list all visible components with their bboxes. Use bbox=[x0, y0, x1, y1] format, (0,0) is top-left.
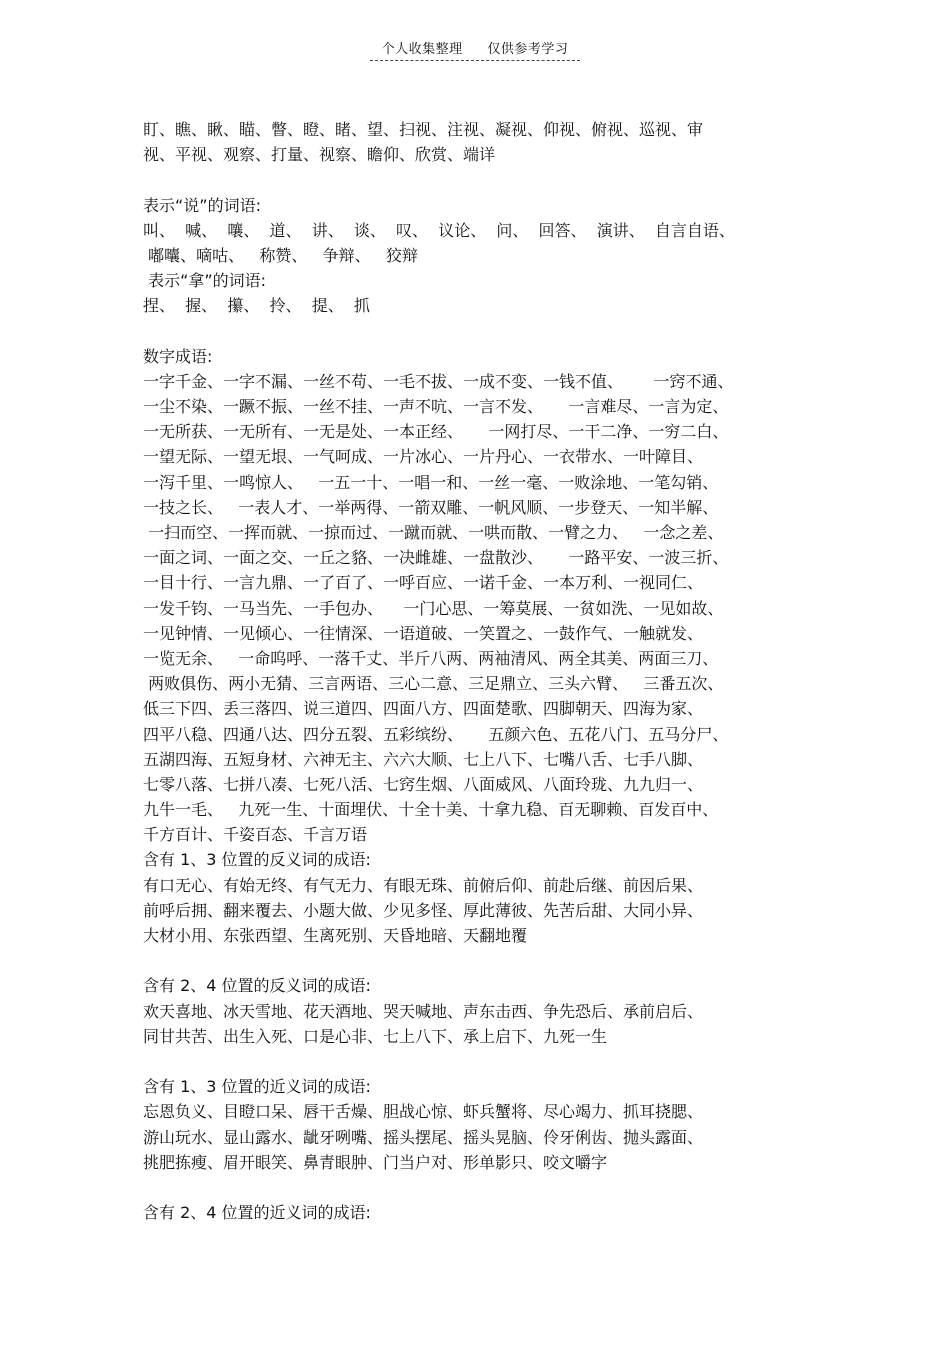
text-line: 挑肥拣瘦、眉开眼笑、鼻青眼肿、门当户对、形单影只、咬文嚼字 bbox=[143, 1152, 608, 1172]
text-line: 表示“拿”的词语: bbox=[143, 271, 267, 291]
blank-line bbox=[143, 948, 823, 973]
text-line: 一尘不染、一蹶不振、一丝不挂、一声不吭、一言不发、 一言难尽、一言为定、 bbox=[143, 397, 729, 417]
text-line: 嘟囔、嘀咕、 称赞、 争辩、 狡辩 bbox=[143, 245, 418, 265]
text-line: 盯、瞧、瞅、瞄、瞥、瞪、睹、望、扫视、注视、凝视、仰视、俯视、巡视、审 bbox=[143, 120, 704, 139]
text-line: 欢天喜地、冰天雪地、花天酒地、哭天喊地、声东击西、争先恐后、承前启后、 bbox=[143, 1001, 704, 1021]
text-line: 一扫而空、一挥而就、一掠而过、一蹴而就、一哄而散、一臂之力、 一念之差、 bbox=[143, 523, 724, 542]
text-line: 数字成语: bbox=[143, 346, 213, 366]
text-line: 含有 1、3 位置的反义词的成语: bbox=[143, 850, 371, 870]
text-line: 捏、 握、 攥、 拎、 提、 抓 bbox=[143, 296, 370, 316]
text-line: 游山玩水、显山露水、龇牙咧嘴、摇头摆尾、摇头晃脑、伶牙俐齿、抛头露面、 bbox=[143, 1127, 704, 1147]
text-line: 一目十行、一言九鼎、一了百了、一呼百应、一诺千金、一本万利、一视同仁、 bbox=[143, 573, 704, 593]
blank-line bbox=[143, 319, 823, 344]
text-line: 四平八稳、四通八达、四分五裂、五彩缤纷、 五颜六色、五花八门、五马分尸、 bbox=[143, 724, 729, 744]
header-left-text: 个人收集整理 bbox=[381, 42, 463, 57]
header-right-text: 仅供参考学习 bbox=[487, 42, 569, 57]
text-line: 五湖四海、五短身材、六神无主、六六大顺、七上八下、七嘴八舌、七手八脚、 bbox=[143, 749, 704, 769]
text-line: 表示“说”的词语: bbox=[143, 195, 261, 215]
text-line: 一泻千里、一鸣惊人、 一五一十、一唱一和、一丝一毫、一败涂地、一笔勾销、 bbox=[143, 472, 719, 492]
text-line: 一技之长、 一表人才、一举两得、一箭双雕、一帆风顺、一步登天、一知半解、 bbox=[143, 497, 719, 517]
blank-line bbox=[143, 1049, 823, 1074]
text-line: 同甘共苦、出生入死、口是心非、七上八下、承上启下、九死一生 bbox=[143, 1026, 608, 1046]
text-line: 叫、 喊、 嚷、 道、 讲、 谈、 叹、 议论、 问、 回答、 演讲、 自言自语、 bbox=[143, 220, 735, 240]
text-line: 七零八落、七拼八凑、七死八活、七窍生烟、八面威风、八面玲珑、九九归一、 bbox=[143, 774, 704, 794]
text-line: 一发千钧、一马当先、一手包办、 一门心思、一筹莫展、一贫如洗、一见如故、 bbox=[143, 598, 724, 618]
text-line: 一望无际、一望无垠、一气呵成、一片冰心、一片丹心、一衣带水、一叶障目、 bbox=[143, 447, 704, 467]
text-line: 有口无心、有始无终、有气无力、有眼无珠、前俯后仰、前赴后继、前因后果、 bbox=[143, 875, 704, 895]
text-line: 视、平视、观察、打量、视察、瞻仰、欣赏、端详 bbox=[143, 145, 496, 165]
text-line: 一无所获、一无所有、一无是处、一本正经、 一网打尽、一干二净、一穷二白、 bbox=[143, 422, 729, 442]
text-line: 两败俱伤、两小无猜、三言两语、三心二意、三足鼎立、三头六臂、 三番五次、 bbox=[143, 674, 724, 694]
text-line: 大材小用、东张西望、生离死别、天昏地暗、天翻地覆 bbox=[143, 926, 528, 945]
document-body bbox=[143, 117, 823, 1225]
text-line: 忘恩负义、目瞪口呆、唇干舌燥、胆战心惊、虾兵蟹将、尽心竭力、抓耳挠腮、 bbox=[143, 1102, 704, 1122]
text-line: 一见钟情、一见倾心、一往情深、一语道破、一笑置之、一鼓作气、一触就发、 bbox=[143, 623, 704, 643]
text-line: 含有 2、4 位置的近义词的成语: bbox=[143, 1203, 371, 1223]
text-line: 含有 2、4 位置的反义词的成语: bbox=[143, 976, 371, 996]
page-header bbox=[0, 38, 950, 61]
text-line: 一面之词、一面之交、一丘之貉、一决雌雄、一盘散沙、 一路平安、一波三折、 bbox=[143, 548, 729, 568]
text-line: 一览无余、 一命呜呼、一落千丈、半斤八两、两袖清风、两全其美、两面三刀、 bbox=[143, 648, 719, 668]
text-line: 九牛一毛、 九死一生、十面埋伏、十全十美、十拿九稳、百无聊赖、百发百中、 bbox=[143, 800, 719, 820]
text-line: 千方百计、千姿百态、千言万语 bbox=[143, 825, 368, 845]
blank-line bbox=[143, 1175, 823, 1200]
header-rule bbox=[370, 38, 581, 61]
text-line: 一字千金、一字不漏、一丝不苟、一毛不拔、一成不变、一钱不值、 一窍不通、 bbox=[143, 371, 734, 391]
text-line: 前呼后拥、翻来覆去、小题大做、少见多怪、厚此薄彼、先苦后甜、大同小异、 bbox=[143, 900, 704, 920]
text-line: 含有 1、3 位置的近义词的成语: bbox=[143, 1077, 371, 1097]
blank-line bbox=[143, 167, 823, 192]
text-line: 低三下四、丢三落四、说三道四、四面八方、四面楚歌、四脚朝天、四海为家、 bbox=[143, 699, 704, 719]
